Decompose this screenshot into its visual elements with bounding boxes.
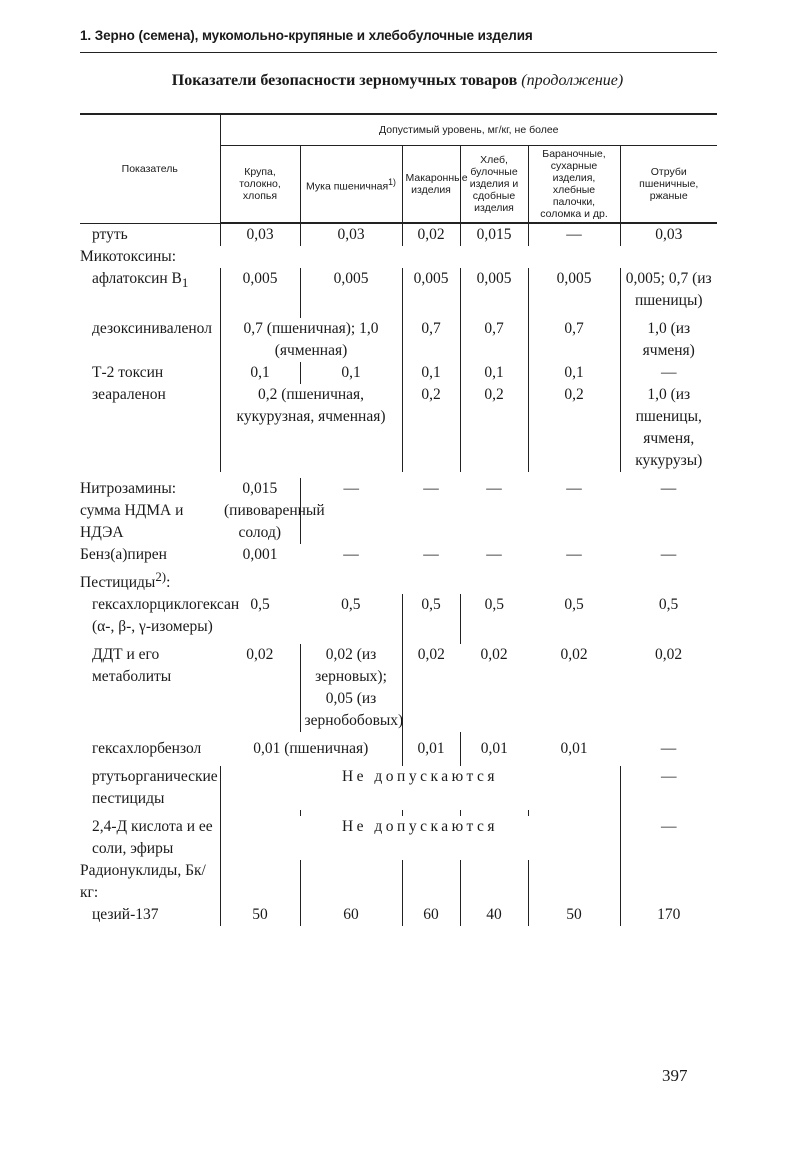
table-row [80, 766, 717, 810]
cell: 0,01 [402, 738, 460, 760]
cell: 0,5 [250, 596, 270, 614]
header-col-flour [300, 146, 402, 224]
row-label: ДДТ и его метаболиты [92, 646, 172, 686]
cell: — [486, 480, 502, 497]
cell: 0,005 [300, 268, 402, 312]
table-title-main: Показатели безопасности зерномучных товаров [171, 72, 518, 89]
table-row [80, 738, 717, 760]
cell: 0,1 [300, 362, 402, 384]
row-label-sup: 2) [155, 569, 167, 584]
cell-merged: Не допускаются [220, 816, 620, 860]
cell: — [486, 546, 502, 563]
row-label: ртутьорганические пестициды [92, 768, 218, 808]
cell: 0,5 [460, 594, 528, 638]
cell: — [528, 223, 620, 246]
header-rule [80, 52, 717, 53]
cell: 1,0 (из ячменя) [620, 318, 717, 362]
table-row [80, 904, 717, 926]
table-row [80, 362, 717, 384]
cell-merged: Не допускаются [220, 766, 620, 810]
cell: 0,001 [242, 546, 278, 563]
cell: 170 [620, 904, 717, 926]
row-label-sub: 1 [181, 275, 189, 291]
table-title-note: (продолжение) [521, 72, 624, 89]
cell: 0,015 [460, 223, 528, 246]
cell: 0,7 [528, 318, 620, 362]
cell: 0,03 [300, 223, 402, 246]
cell: 0,2 [460, 384, 528, 472]
table-row [80, 268, 717, 312]
cell: — [620, 766, 717, 810]
row-label [80, 268, 220, 312]
row-label-suffix: : [166, 574, 171, 592]
safety-table [80, 113, 717, 926]
table-row [80, 594, 717, 638]
cell: 60 [402, 904, 460, 926]
cell: — [566, 546, 582, 563]
cell: 0,015 (пивоваренный солод) [224, 480, 325, 541]
cell: 0,1 [402, 362, 460, 384]
row-label: цезий-137 [92, 906, 159, 924]
row-label: Микотоксины: [80, 248, 177, 265]
cell: 0,1 [460, 362, 528, 384]
cell: 0,2 [528, 384, 620, 472]
row-label: Т-2 токсин [92, 364, 164, 381]
cell: 0,03 [220, 223, 300, 246]
header-group: Допустимый уровень, мг/кг, не более [220, 114, 717, 146]
cell: 0,01 [560, 740, 588, 758]
cell: 0,005 [460, 268, 528, 312]
cell: 0,02 [560, 646, 588, 664]
row-label: Нитрозамины: сумма НДМА и НДЭА [80, 480, 184, 541]
cell: — [660, 546, 677, 563]
cell: 0,02 [402, 644, 460, 732]
cell: 60 [300, 904, 402, 926]
header-col-flour-text: Мука пшеничная [306, 180, 389, 193]
cell: — [423, 480, 439, 497]
row-label: гексахлорбензол [92, 740, 202, 758]
cell: 40 [460, 904, 528, 926]
cell: 0,005 [402, 268, 460, 312]
cell: — [423, 546, 439, 563]
cell: — [660, 480, 677, 497]
cell: 50 [220, 904, 300, 926]
cell: — [566, 480, 582, 497]
table-row [80, 223, 717, 246]
table-title [0, 72, 795, 90]
row-label-text: Пестициды [80, 574, 156, 592]
table-row [80, 644, 717, 732]
page-number: 397 [662, 1066, 688, 1085]
cell-merged: 0,01 (пшеничная) [253, 740, 369, 758]
cell: 0,02 [402, 223, 460, 246]
cell: — [620, 362, 717, 384]
table-row [80, 478, 717, 544]
cell-merged: 0,7 (пшеничная); 1,0 (ячменная) [220, 318, 402, 362]
header-col-groats: Крупа, толокно, хлопья [220, 146, 300, 224]
cell: 0,5 [564, 596, 584, 614]
cell: 0,1 [220, 362, 300, 384]
cell: — [620, 816, 717, 860]
row-label-text: афлатоксин B [92, 270, 182, 287]
cell: — [660, 740, 677, 758]
cell: 0,5 [658, 596, 679, 614]
cell: 0,01 [460, 738, 528, 760]
row-label [80, 566, 220, 594]
cell: 0,02 (из зерновых); 0,05 (из зернобобовых) [300, 644, 402, 732]
cell: 0,7 [402, 318, 460, 362]
cell: 50 [528, 904, 620, 926]
cell: 0,5 [341, 596, 361, 614]
table-row [80, 318, 717, 362]
header-param: Показатель [80, 114, 220, 223]
table-row [80, 544, 717, 566]
row-label: гексахлорциклогексан (α-, β-, γ-изомеры) [92, 596, 240, 636]
row-label: ртуть [92, 225, 128, 243]
cell: 0,005; 0,7 (из пшеницы) [620, 268, 717, 312]
row-label: зеараленон [92, 386, 166, 403]
table-row [80, 816, 717, 860]
cell: 0,03 [620, 223, 717, 246]
table-row [80, 246, 717, 268]
cell: 0,005 [220, 268, 300, 312]
cell: — [343, 546, 359, 563]
cell: 0,1 [528, 362, 620, 384]
table-row [80, 384, 717, 472]
cell-merged: 0,2 (пшеничная, кукурузная, ячменная) [220, 384, 402, 472]
header-col-bran: Отруби пшеничные, ржаные [620, 146, 717, 224]
cell: 0,005 [528, 268, 620, 312]
cell: 0,02 [480, 646, 508, 664]
cell: 0,02 [246, 646, 274, 664]
cell: 1,0 (из пшеницы, ячменя, кукурузы) [620, 384, 717, 472]
header-col-flour-sup: 1) [388, 176, 396, 187]
row-label: 2,4-Д кислота и ее соли, эфиры [92, 818, 213, 858]
cell: 0,2 [402, 384, 460, 472]
cell: 0,5 [402, 594, 460, 638]
row-label: Радионуклиды, Бк/кг: [80, 862, 206, 902]
header-col-pasta: Макаронные изделия [402, 146, 460, 224]
table-row [80, 860, 717, 904]
row-label: Бенз(а)пирен [80, 546, 167, 563]
table-row [80, 566, 717, 594]
running-head: 1. Зерно (семена), мукомольно-крупяные и хлебобулочные изделия [80, 28, 533, 43]
row-label: дезоксиниваленол [92, 320, 212, 337]
cell: 0,02 [654, 646, 683, 664]
header-col-bagels: Бараночные, сухарные изделия, хлебные палочки, соломка и др. [528, 146, 620, 224]
cell: 0,7 [460, 318, 528, 362]
cell: — [300, 478, 402, 544]
header-col-bread: Хлеб, булочные изделия и сдобные изделия [460, 146, 528, 224]
